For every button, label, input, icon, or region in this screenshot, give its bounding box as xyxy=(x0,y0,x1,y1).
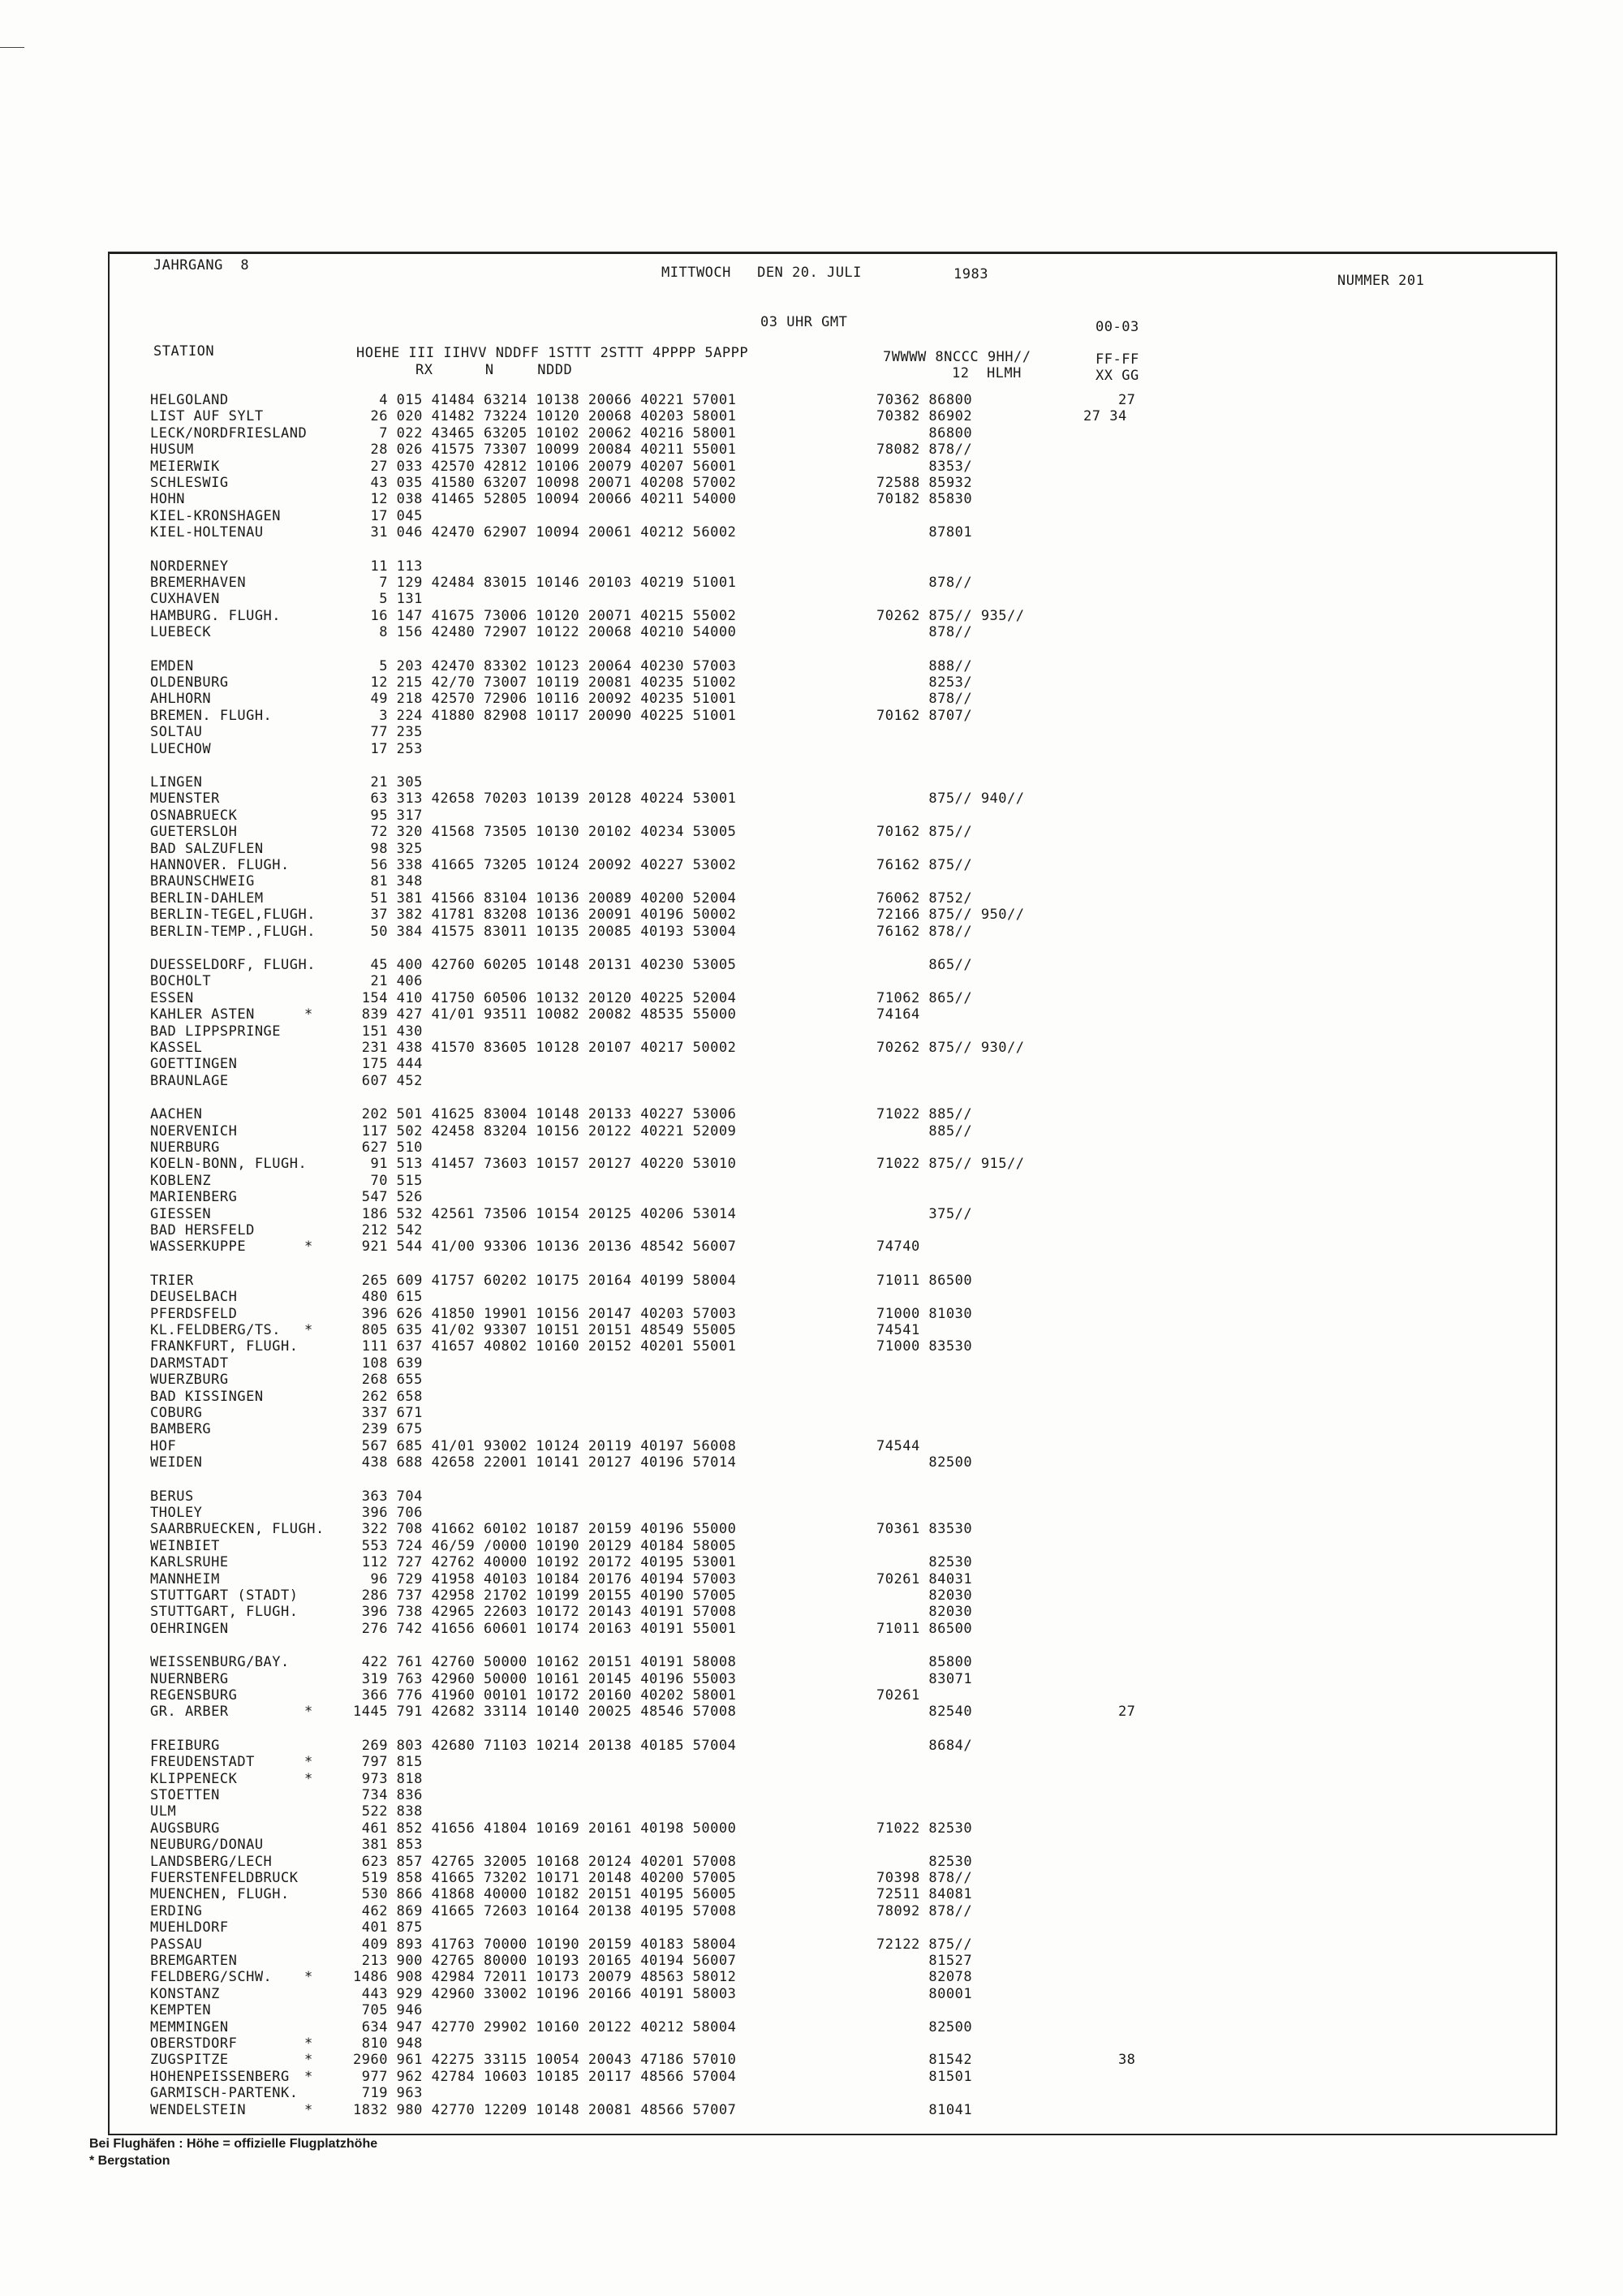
station-name: OLDENBURG xyxy=(150,674,229,691)
station-name: KEMPTEN xyxy=(150,2002,212,2019)
observation-code: 154 410 41750 60506 10132 20120 40225 52004 xyxy=(353,989,737,1006)
observation-code: 409 893 41763 70000 10190 20159 40183 58004 xyxy=(353,1936,737,1953)
observation-code: 16 147 41675 73006 10120 20071 40215 55002 xyxy=(353,607,737,624)
observation-code: 28 026 41575 73307 10099 20084 40211 55001 xyxy=(353,442,737,459)
station-name: SOLTAU xyxy=(150,724,203,741)
observation-code: 443 929 42960 33002 10196 20166 40191 58003 xyxy=(353,1985,737,2002)
weather-code: 74544 xyxy=(876,1437,920,1454)
station-name: STUTTGART (STADT) xyxy=(150,1587,299,1604)
weather-code: 70262 875// 935// xyxy=(876,607,1025,624)
mountain-marker: * xyxy=(304,1322,313,1338)
observation-code: 1445 791 42682 33114 10140 20025 48546 57008 xyxy=(353,1704,737,1721)
time-range: 00-03 xyxy=(1096,319,1139,335)
code-column-subheaders: RX N NDDD xyxy=(415,362,573,378)
weather-code: 83071 xyxy=(876,1670,973,1687)
station-name: OEHRINGEN xyxy=(150,1620,229,1637)
weather-code: 76162 875// xyxy=(876,857,973,873)
weather-code: 86800 xyxy=(876,424,973,442)
observation-code: 337 671 xyxy=(353,1405,423,1421)
observation-code: 519 858 41665 73202 10171 20148 40200 57005 xyxy=(353,1870,737,1886)
issue-year: 1983 xyxy=(954,266,988,282)
observation-code: 719 963 xyxy=(353,2085,423,2102)
observation-code: 8 156 42480 72907 10122 20068 40210 54000 xyxy=(353,624,737,641)
station-name: AHLHORN xyxy=(150,691,212,708)
station-name: BERLIN-DAHLEM xyxy=(150,890,264,907)
station-name: BREMERHAVEN xyxy=(150,575,247,591)
observation-code: 117 502 42458 83204 10156 20122 40221 52009 xyxy=(353,1122,737,1139)
observation-code: 213 900 42765 80000 10193 20165 40194 56007 xyxy=(353,1953,737,1969)
observation-code: 567 685 41/01 93002 10124 20119 40197 56008 xyxy=(353,1437,737,1454)
weather-code: 72166 875// 950// xyxy=(876,907,1025,924)
observation-code: 734 836 xyxy=(353,1787,423,1803)
observation-code: 1832 980 42770 12209 10148 20081 48566 57007 xyxy=(353,2101,737,2118)
station-name: LINGEN xyxy=(150,774,203,790)
station-name: WUERZBURG xyxy=(150,1372,229,1389)
observation-code: 396 738 42965 22603 10172 20143 40191 57008 xyxy=(353,1604,737,1621)
issue-number: NUMMER 201 xyxy=(1337,273,1425,289)
station-name: WASSERKUPPE xyxy=(150,1238,247,1256)
observation-code: 422 761 42760 50000 10162 20151 40191 58008 xyxy=(353,1654,737,1671)
station-name: LANDSBERG/LECH xyxy=(150,1853,273,1870)
weather-code: 74541 xyxy=(876,1322,920,1338)
observation-code: 262 658 xyxy=(353,1388,423,1405)
station-name: SCHLESWIG xyxy=(150,475,229,491)
weather-code: 375// xyxy=(876,1205,973,1222)
observation-code: 797 815 xyxy=(353,1754,423,1771)
station-name: GIESSEN xyxy=(150,1205,212,1222)
weather-code: 81041 xyxy=(876,2101,973,2118)
mountain-marker: * xyxy=(304,1006,313,1023)
station-name: NUERBURG xyxy=(150,1139,220,1156)
station-name: BOCHOLT xyxy=(150,973,212,990)
observation-code: 111 637 41657 40802 10160 20152 40201 55001 xyxy=(353,1338,737,1355)
observation-code: 17 045 xyxy=(353,507,423,524)
observation-code: 37 382 41781 83208 10136 20091 40196 50002 xyxy=(353,907,737,924)
volume-label: JAHRGANG 8 xyxy=(153,257,250,274)
station-name: WENDELSTEIN xyxy=(150,2101,247,2118)
wind-code: 27 xyxy=(1083,392,1136,408)
observation-code: 4 015 41484 63214 10138 20066 40221 57001 xyxy=(353,392,737,408)
station-name: BERUS xyxy=(150,1488,194,1505)
station-name: HOHN xyxy=(150,491,185,508)
station-name: WEINBIET xyxy=(150,1537,220,1554)
weather-code: 82500 xyxy=(876,2018,973,2035)
observation-code: 627 510 xyxy=(353,1139,423,1156)
station-name: LUECHOW xyxy=(150,740,212,757)
observation-code: 239 675 xyxy=(353,1421,423,1438)
station-name: KOBLENZ xyxy=(150,1172,212,1189)
observation-code: 212 542 xyxy=(353,1222,423,1238)
station-name: ERDING xyxy=(150,1902,203,1919)
station-name: STUTTGART, FLUGH. xyxy=(150,1604,299,1621)
observation-code: 319 763 42960 50000 10161 20145 40196 55003 xyxy=(353,1670,737,1687)
weather-code: 71062 865// xyxy=(876,989,973,1006)
station-name: PFERDSFELD xyxy=(150,1305,238,1322)
station-name: DUESSELDORF, FLUGH. xyxy=(150,957,316,973)
weather-code: 71000 83530 xyxy=(876,1338,973,1355)
station-name: KAHLER ASTEN xyxy=(150,1006,255,1023)
weather-code: 82030 xyxy=(876,1604,973,1621)
observation-code: 175 444 xyxy=(353,1056,423,1073)
station-name: BAMBERG xyxy=(150,1421,212,1438)
footnote-mountain-station: * Bergstation xyxy=(89,2154,170,2168)
weather-code: 82078 xyxy=(876,1969,973,1986)
weather-code: 85800 xyxy=(876,1654,973,1671)
weather-code: 76062 8752/ xyxy=(876,890,973,907)
station-name: REGENSBURG xyxy=(150,1687,238,1704)
station-name: HAMBURG. FLUGH. xyxy=(150,607,282,624)
weather-code: 70398 878// xyxy=(876,1870,973,1886)
weather-code: 70162 875// xyxy=(876,824,973,841)
station-name: FELDBERG/SCHW. xyxy=(150,1969,273,1986)
station-name: BERLIN-TEGEL,FLUGH. xyxy=(150,907,316,924)
weather-code: 81501 xyxy=(876,2068,973,2085)
station-name: BAD SALZUFLEN xyxy=(150,840,264,857)
weather-code: 865// xyxy=(876,957,973,973)
weather-code: 888// xyxy=(876,657,973,674)
observation-code: 12 038 41465 52805 10094 20066 40211 54000 xyxy=(353,491,737,508)
observation-code: 91 513 41457 73603 10157 20127 40220 53010 xyxy=(353,1156,737,1173)
weather-code: 82500 xyxy=(876,1454,973,1471)
wind-column-header: FF-FF xyxy=(1096,351,1139,368)
station-name: KASSEL xyxy=(150,1040,203,1056)
station-name: BERLIN-TEMP.,FLUGH. xyxy=(150,923,316,940)
observation-code: 98 325 xyxy=(353,840,423,857)
weather-code: 70261 xyxy=(876,1687,920,1704)
observation-code: 11 113 xyxy=(353,558,423,575)
station-name: AUGSBURG xyxy=(150,1820,220,1837)
observation-code: 366 776 41960 00101 10172 20160 40202 58001 xyxy=(353,1687,737,1704)
observation-code: 462 869 41665 72603 10164 20138 40195 57008 xyxy=(353,1902,737,1919)
station-name: DARMSTADT xyxy=(150,1355,229,1372)
weather-code: 81527 xyxy=(876,1953,973,1969)
observation-code: 553 724 46/59 /0000 10190 20129 40184 58005 xyxy=(353,1537,737,1554)
weather-code: 80001 xyxy=(876,1985,973,2002)
weather-code: 87801 xyxy=(876,524,973,541)
station-name: PASSAU xyxy=(150,1936,203,1953)
station-name: GARMISCH-PARTENK. xyxy=(150,2085,299,2102)
observation-code: 839 427 41/01 93511 10082 20082 48535 55000 xyxy=(353,1006,737,1023)
code-column-headers-extra: 7WWWW 8NCCC 9HH// xyxy=(883,349,1031,365)
station-name: BAD LIPPSPRINGE xyxy=(150,1023,282,1040)
observation-code: 265 609 41757 60202 10175 20164 40199 58004 xyxy=(353,1272,737,1289)
mountain-marker: * xyxy=(304,1238,313,1256)
weather-code: 70382 86902 xyxy=(876,408,973,425)
station-name: MUEHLDORF xyxy=(150,1919,229,1936)
code-column-headers: HOEHE III IIHVV NDDFF 1STTT 2STTT 4PPPP 5APPP xyxy=(356,345,749,361)
station-name: KLIPPENECK xyxy=(150,1770,238,1787)
observation-code: 396 626 41850 19901 10156 20147 40203 57003 xyxy=(353,1305,737,1322)
observation-code: 2960 961 42275 33115 10054 20043 47186 57010 xyxy=(353,2052,737,2069)
station-name: THOLEY xyxy=(150,1505,203,1521)
mountain-marker: * xyxy=(304,1969,313,1986)
observation-code: 12 215 42/70 73007 10119 20081 40235 51002 xyxy=(353,674,737,691)
station-name: NUERNBERG xyxy=(150,1670,229,1687)
observation-time: 03 UHR GMT xyxy=(760,314,848,330)
station-name: GOETTINGEN xyxy=(150,1056,238,1073)
station-name: FREIBURG xyxy=(150,1737,220,1754)
weather-code: 70362 86800 xyxy=(876,392,973,408)
station-name: KARLSRUHE xyxy=(150,1554,229,1571)
observation-code: 381 853 xyxy=(353,1837,423,1854)
wind-code: 27 xyxy=(1083,1704,1136,1721)
observation-code: 921 544 41/00 93306 10136 20136 48542 56007 xyxy=(353,1238,737,1256)
wind-code: 38 xyxy=(1083,2052,1136,2069)
station-name: CUXHAVEN xyxy=(150,591,220,608)
observation-code: 81 348 xyxy=(353,873,423,890)
observation-code: 108 639 xyxy=(353,1355,423,1372)
weather-code: 81542 xyxy=(876,2052,973,2069)
weather-code: 72588 85932 xyxy=(876,475,973,491)
observation-code: 21 305 xyxy=(353,774,423,790)
observation-code: 63 313 42658 70203 10139 20128 40224 53001 xyxy=(353,790,737,808)
observation-code: 151 430 xyxy=(353,1023,423,1040)
observation-code: 186 532 42561 73506 10154 20125 40206 53014 xyxy=(353,1205,737,1222)
mountain-marker: * xyxy=(304,2052,313,2069)
observation-code: 269 803 42680 71103 10214 20138 40185 57004 xyxy=(353,1737,737,1754)
observation-code: 623 857 42765 32005 10168 20124 40201 57008 xyxy=(353,1853,737,1870)
weather-code: 72122 875// xyxy=(876,1936,973,1953)
observation-code: 634 947 42770 29902 10160 20122 40212 58004 xyxy=(353,2018,737,2035)
station-name: BREMEN. FLUGH. xyxy=(150,707,273,724)
observation-code: 810 948 xyxy=(353,2035,423,2052)
observation-code: 112 727 42762 40000 10192 20172 40195 53001 xyxy=(353,1554,737,1571)
weather-code: 71000 81030 xyxy=(876,1305,973,1322)
station-name: AACHEN xyxy=(150,1106,203,1123)
station-name: WEISSENBURG/BAY. xyxy=(150,1654,290,1671)
observation-code: 363 704 xyxy=(353,1488,423,1505)
weather-code: 70261 84031 xyxy=(876,1570,973,1587)
observation-code: 27 033 42570 42812 10106 20079 40207 56001 xyxy=(353,458,737,475)
weather-code: 74740 xyxy=(876,1238,920,1256)
station-name: LIST AUF SYLT xyxy=(150,408,264,425)
weather-code: 878// xyxy=(876,691,973,708)
observation-code: 51 381 41566 83104 10136 20089 40200 52004 xyxy=(353,890,737,907)
weather-code: 70262 875// 930// xyxy=(876,1040,1025,1056)
station-name: HUSUM xyxy=(150,442,194,459)
gust-column-header: XX GG xyxy=(1096,368,1139,384)
station-name: ESSEN xyxy=(150,989,194,1006)
mountain-marker: * xyxy=(304,1754,313,1771)
mountain-marker: * xyxy=(304,1704,313,1721)
station-name: OBERSTDORF xyxy=(150,2035,238,2052)
observation-code: 322 708 41662 60102 10187 20159 40196 55000 xyxy=(353,1521,737,1538)
weather-code: 82530 xyxy=(876,1853,973,1870)
station-name: FRANKFURT, FLUGH. xyxy=(150,1338,299,1355)
station-name: MARIENBERG xyxy=(150,1189,238,1206)
observation-code: 607 452 xyxy=(353,1072,423,1089)
station-name: KIEL-HOLTENAU xyxy=(150,524,264,541)
weather-code: 74164 xyxy=(876,1006,920,1023)
station-name: FUERSTENFELDBRUCK xyxy=(150,1870,299,1886)
observation-code: 5 203 42470 83302 10123 20064 40230 57003 xyxy=(353,657,737,674)
observation-code: 17 253 xyxy=(353,740,423,757)
observation-code: 202 501 41625 83004 10148 20133 40227 53006 xyxy=(353,1106,737,1123)
station-name: KIEL-KRONSHAGEN xyxy=(150,507,282,524)
mountain-marker: * xyxy=(304,2035,313,2052)
weather-code: 71011 86500 xyxy=(876,1272,973,1289)
observation-code: 401 875 xyxy=(353,1919,423,1936)
observation-code: 805 635 41/02 93307 10151 20151 48549 55005 xyxy=(353,1322,737,1338)
station-name: GUETERSLOH xyxy=(150,824,238,841)
station-name: FREUDENSTADT xyxy=(150,1754,255,1771)
observation-code: 705 946 xyxy=(353,2002,423,2019)
mountain-marker: * xyxy=(304,2068,313,2085)
observation-code: 72 320 41568 73505 10130 20102 40234 53005 xyxy=(353,824,737,841)
station-name: MANNHEIM xyxy=(150,1570,220,1587)
station-name: MEMMINGEN xyxy=(150,2018,229,2035)
station-name: KL.FELDBERG/TS. xyxy=(150,1322,282,1338)
station-name: COBURG xyxy=(150,1405,203,1421)
station-name: BAD HERSFELD xyxy=(150,1222,255,1238)
station-name: SAARBRUECKEN, FLUGH. xyxy=(150,1521,325,1538)
station-name: MUENCHEN, FLUGH. xyxy=(150,1886,290,1903)
station-name: BAD KISSINGEN xyxy=(150,1388,264,1405)
station-name: GR. ARBER xyxy=(150,1704,229,1721)
station-name: LECK/NORDFRIESLAND xyxy=(150,424,308,442)
station-name: ULM xyxy=(150,1803,177,1820)
observation-code: 396 706 xyxy=(353,1505,423,1521)
weather-code: 82540 xyxy=(876,1704,973,1721)
station-name: KOELN-BONN, FLUGH. xyxy=(150,1156,308,1173)
observation-code: 276 742 41656 60601 10174 20163 40191 55001 xyxy=(353,1620,737,1637)
observation-code: 1486 908 42984 72011 10173 20079 48563 58012 xyxy=(353,1969,737,1986)
observation-code: 547 526 xyxy=(353,1189,423,1206)
station-name: STOETTEN xyxy=(150,1787,220,1803)
weather-code: 8684/ xyxy=(876,1737,973,1754)
station-name: HELGOLAND xyxy=(150,392,229,408)
weather-code: 71022 82530 xyxy=(876,1820,973,1837)
footnote-airports: Bei Flughäfen : Höhe = offizielle Flugplatzhöhe xyxy=(89,2137,378,2151)
observation-code: 7 129 42484 83015 10146 20103 40219 51001 xyxy=(353,575,737,591)
station-name: BREMGARTEN xyxy=(150,1953,238,1969)
observation-code: 438 688 42658 22001 10141 20127 40196 57014 xyxy=(353,1454,737,1471)
station-name: BRAUNLAGE xyxy=(150,1072,229,1089)
observation-code: 480 615 xyxy=(353,1289,423,1306)
weather-code: 76162 878// xyxy=(876,923,973,940)
observation-code: 461 852 41656 41804 10169 20161 40198 50000 xyxy=(353,1820,737,1837)
weather-code: 72511 84081 xyxy=(876,1886,973,1903)
observation-code: 26 020 41482 73224 10120 20068 40203 58001 xyxy=(353,408,737,425)
observation-code: 522 838 xyxy=(353,1803,423,1820)
station-name: ZUGSPITZE xyxy=(150,2052,229,2069)
code-column-subheaders-extra: 12 HLMH xyxy=(952,365,1022,381)
weather-code: 71022 885// xyxy=(876,1106,973,1123)
weather-code: 8353/ xyxy=(876,458,973,475)
station-column-header: STATION xyxy=(153,343,215,360)
observation-code: 21 406 xyxy=(353,973,423,990)
station-name: EMDEN xyxy=(150,657,194,674)
bulletin-frame xyxy=(108,252,1557,2135)
weather-code: 885// xyxy=(876,1122,973,1139)
station-name: DEUSELBACH xyxy=(150,1289,238,1306)
weather-code: 878// xyxy=(876,624,973,641)
weather-code: 78092 878// xyxy=(876,1902,973,1919)
observation-code: 530 866 41868 40000 10182 20151 40195 56005 xyxy=(353,1886,737,1903)
weather-code: 875// 940// xyxy=(876,790,1025,808)
observation-code: 96 729 41958 40103 10184 20176 40194 57003 xyxy=(353,1570,737,1587)
observation-code: 286 737 42958 21702 10199 20155 40190 57005 xyxy=(353,1587,737,1604)
observation-code: 49 218 42570 72906 10116 20092 40235 51001 xyxy=(353,691,737,708)
weather-code: 82030 xyxy=(876,1587,973,1604)
observation-code: 50 384 41575 83011 10135 20085 40193 53004 xyxy=(353,923,737,940)
observation-code: 231 438 41570 83605 10128 20107 40217 50002 xyxy=(353,1040,737,1056)
station-name: HOHENPEISSENBERG xyxy=(150,2068,290,2085)
weather-code: 78082 878// xyxy=(876,442,973,459)
observation-code: 95 317 xyxy=(353,807,423,824)
station-name: NEUBURG/DONAU xyxy=(150,1837,264,1854)
weather-code: 71011 86500 xyxy=(876,1620,973,1637)
page-edge-mark xyxy=(0,47,24,48)
station-name: HOF xyxy=(150,1437,177,1454)
station-name: TRIER xyxy=(150,1272,194,1289)
wind-code: 27 34 xyxy=(1083,408,1127,425)
observation-code: 7 022 43465 63205 10102 20062 40216 58001 xyxy=(353,424,737,442)
weather-code: 70182 85830 xyxy=(876,491,973,508)
observation-code: 45 400 42760 60205 10148 20131 40230 53005 xyxy=(353,957,737,973)
station-name: BRAUNSCHWEIG xyxy=(150,873,255,890)
station-name: LUEBECK xyxy=(150,624,212,641)
observation-code: 31 046 42470 62907 10094 20061 40212 56002 xyxy=(353,524,737,541)
observation-code: 77 235 xyxy=(353,724,423,741)
station-name: HANNOVER. FLUGH. xyxy=(150,857,290,873)
station-name: WEIDEN xyxy=(150,1454,203,1471)
observation-code: 70 515 xyxy=(353,1172,423,1189)
weather-code: 70162 8707/ xyxy=(876,707,973,724)
weather-code: 82530 xyxy=(876,1554,973,1571)
weather-code: 8253/ xyxy=(876,674,973,691)
observation-code: 973 818 xyxy=(353,1770,423,1787)
station-name: MEIERWIK xyxy=(150,458,220,475)
mountain-marker: * xyxy=(304,2101,313,2118)
station-name: NORDERNEY xyxy=(150,558,229,575)
issue-date: MITTWOCH DEN 20. JULI xyxy=(661,265,862,281)
mountain-marker: * xyxy=(304,1770,313,1787)
weather-code: 70361 83530 xyxy=(876,1521,973,1538)
weather-code: 71022 875// 915// xyxy=(876,1156,1025,1173)
observation-code: 977 962 42784 10603 10185 20117 48566 57004 xyxy=(353,2068,737,2085)
observation-code: 3 224 41880 82908 10117 20090 40225 51001 xyxy=(353,707,737,724)
observation-code: 5 131 xyxy=(353,591,423,608)
station-name: NOERVENICH xyxy=(150,1122,238,1139)
observation-code: 56 338 41665 73205 10124 20092 40227 53002 xyxy=(353,857,737,873)
station-name: OSNABRUECK xyxy=(150,807,238,824)
station-name: KONSTANZ xyxy=(150,1985,220,2002)
observation-code: 43 035 41580 63207 10098 20071 40208 57002 xyxy=(353,475,737,491)
station-name: MUENSTER xyxy=(150,790,220,808)
weather-code: 878// xyxy=(876,575,973,591)
observation-code: 268 655 xyxy=(353,1372,423,1389)
